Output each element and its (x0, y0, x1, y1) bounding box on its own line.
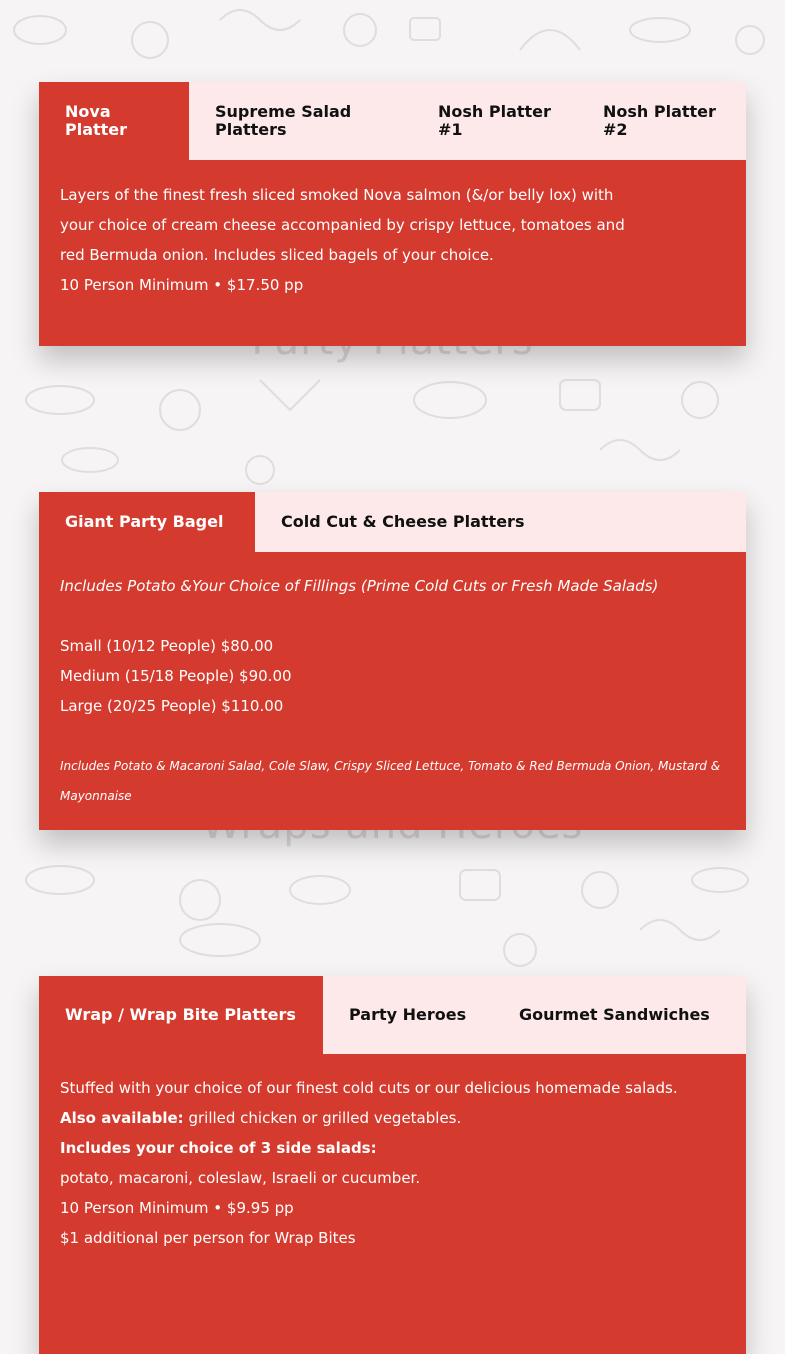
wraps-also-available (60, 1103, 725, 1133)
tab-party-heroes[interactable]: Party Heroes (349, 1005, 467, 1024)
wraps-sides-label (60, 1133, 725, 1163)
tab-nosh-platter-1[interactable]: Nosh Platter #1 (438, 102, 551, 139)
bagel-tab-bar (39, 492, 746, 552)
wraps-tab-panel (39, 1054, 746, 1354)
tab-cold-cut-cheese-platters[interactable]: Cold Cut & Cheese Platters (281, 512, 525, 531)
platter-description-line: red Bermuda onion. Includes sliced bagels of your choice. (60, 246, 494, 264)
tab-giant-party-bagel[interactable]: Giant Party Bagel (39, 492, 255, 552)
bagel-tab-panel (39, 552, 746, 830)
wraps-extra: $1 additional per person for Wrap Bites (60, 1229, 356, 1247)
tab-wrap-bite-platters[interactable]: Wrap / Wrap Bite Platters (39, 976, 323, 1054)
wraps-also-label: Also available: (60, 1109, 184, 1127)
tab-supreme-salad-platters[interactable]: Supreme Salad Platters (215, 102, 352, 139)
tab-gourmet-sandwiches[interactable]: Gourmet Sandwiches (519, 1005, 710, 1024)
wraps-tab-bar (39, 976, 746, 1054)
wraps-also-text: grilled chicken or grilled vegetables. (188, 1109, 462, 1127)
platter-description-line: your choice of cream cheese accompanied by crispy lettuce, tomatoes and (60, 216, 625, 234)
wraps-sides-text: potato, macaroni, coleslaw, Israeli or cucumber. (60, 1169, 421, 1187)
bagel-footnote: Includes Potato & Macaroni Salad, Cole Slaw, Crispy Sliced Lettuce, Tomato & Red Bermuda Onion, Mustard & Mayonnaise (60, 759, 721, 803)
tab-nova-platter[interactable]: Nova Platter (39, 82, 189, 160)
wraps-price: 10 Person Minimum • $9.95 pp (60, 1199, 294, 1217)
wraps-description: Stuffed with your choice of our finest cold cuts or our delicious homemade salads. (60, 1079, 678, 1097)
platter-price: 10 Person Minimum • $17.50 pp (60, 276, 304, 294)
platters-card (39, 82, 746, 346)
wraps-sides-heading: Includes your choice of 3 side salads: (60, 1139, 377, 1157)
bagel-size-medium: Medium (15/18 People) $90.00 (60, 667, 292, 685)
platters-tab-panel (39, 160, 746, 346)
tab-nosh-platter-2[interactable]: Nosh Platter #2 (603, 102, 716, 139)
wraps-card (39, 976, 746, 1354)
bagel-size-large: Large (20/25 People) $110.00 (60, 697, 284, 715)
bagel-card (39, 492, 746, 830)
bagel-intro: Includes Potato &Your Choice of Fillings (Prime Cold Cuts or Fresh Made Salads) (60, 577, 659, 595)
bagel-size-small: Small (10/12 People) $80.00 (60, 637, 274, 655)
platters-tab-bar (39, 82, 746, 160)
platter-description-line: Layers of the finest fresh sliced smoked Nova salmon (&/or belly lox) with (60, 186, 614, 204)
